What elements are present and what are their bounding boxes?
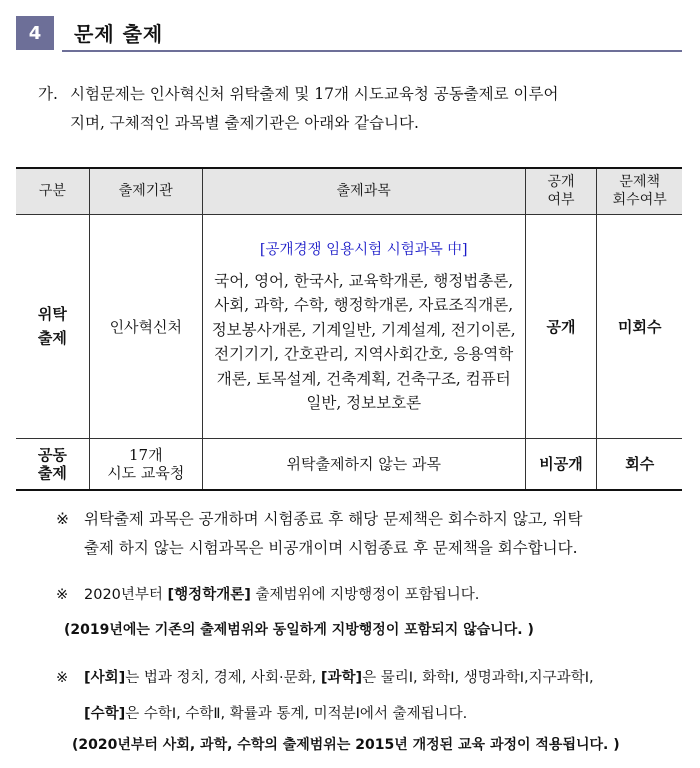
intro-text-1: 시험문제는 인사혁신처 위탁출제 및 17개 시도교육청 공동출제로 이루어 (70, 85, 559, 103)
note3-bold-science: [과학] (320, 670, 363, 686)
section-header (16, 14, 682, 54)
exam-source-table (16, 167, 682, 491)
row1-return: 미회수 (597, 214, 682, 438)
row1-org: 인사혁신처 (89, 214, 202, 438)
row2-gubun-l1: 공동 (37, 445, 67, 464)
intro-paragraph (38, 80, 688, 138)
row1-gubun-l2: 출제 (37, 329, 67, 347)
note3-text-3: 은 수학Ⅰ, 수학Ⅱ, 확률과 통계, 미적분Ⅰ에서 출제됩니다. (125, 706, 468, 722)
section-number-badge: 4 (16, 16, 54, 50)
row2-org (89, 438, 202, 490)
note3-bold-math: [수학] (84, 706, 126, 722)
header-return-l1: 문제책 (619, 174, 660, 191)
note2-post: 출제범위에 지방행정이 포함됩니다. (255, 587, 480, 603)
row1-open: 공개 (525, 214, 597, 438)
row2-return: 회수 (597, 438, 682, 490)
table-header-row (16, 168, 682, 214)
row1-gubun-l1: 위탁 (37, 305, 67, 323)
note3-subtext: (2020년부터 사회, 과학, 수학의 출제범위는 2015년 개정된 교육 과정이 적용됩니다. ) (72, 737, 620, 753)
intro-line-2: 지며, 구체적인 과목별 출제기관은 아래와 같습니다. (70, 114, 419, 132)
row1-subjects-heading: [공개경쟁 임용시험 시험과목 中] (259, 242, 468, 259)
header-org: 출제기관 (89, 168, 202, 214)
header-gubun: 구분 (16, 168, 89, 214)
note3-text-2: 은 물리Ⅰ, 화학Ⅰ, 생명과학Ⅰ,지구과학Ⅰ, (362, 670, 594, 686)
row1-gubun (16, 214, 89, 438)
note2-subtext: (2019년에는 기존의 출제범위와 동일하게 지방행정이 포함되지 않습니다. ) (64, 622, 534, 638)
note2-bold: [행정학개론] (167, 587, 251, 603)
note2-pre: 2020년부터 (84, 587, 163, 603)
row2-gubun-l2: 출제 (37, 463, 67, 482)
section-title: 문제 출제 (74, 22, 164, 46)
note2-mark: ※ (56, 587, 69, 603)
row2-org-l1: 17개 (129, 445, 163, 464)
note1-text-1: 위탁출제 과목은 공개하며 시험종료 후 해당 문제책은 회수하지 않고, 위탁 (84, 510, 583, 528)
note3-line-2 (56, 696, 688, 732)
note-public-admin (56, 583, 479, 604)
note3-bold-social: [사회] (84, 670, 126, 686)
note3-text-1: 는 법과 정치, 경제, 사회·문화, (125, 670, 317, 686)
note3-mark: ※ (56, 670, 69, 686)
title-underline (62, 50, 682, 52)
table-row (16, 438, 682, 490)
note-subject-scope (56, 660, 688, 732)
row2-open: 비공개 (525, 438, 597, 490)
note3-line-1 (56, 660, 688, 696)
intro-line-1 (38, 80, 688, 109)
row2-subjects: 위탁출제하지 않는 과목 (202, 438, 525, 490)
note-retrieval (56, 505, 688, 563)
intro-marker: 가. (38, 85, 58, 103)
header-open-l2: 여부 (547, 192, 575, 209)
note1-line-1 (56, 505, 688, 534)
row1-subjects (202, 214, 525, 438)
header-open-l1: 공개 (547, 174, 575, 191)
table-row (16, 214, 682, 438)
header-return (597, 168, 682, 214)
header-return-l2: 회수여부 (612, 192, 667, 209)
row2-org-l2: 시도 교육청 (107, 463, 185, 482)
note1-line-2: 출제 하지 않는 시험과목은 비공개이며 시험종료 후 문제책을 회수합니다. (84, 539, 578, 557)
note1-mark: ※ (56, 510, 69, 528)
row2-gubun (16, 438, 89, 490)
row1-subjects-list: 국어, 영어, 한국사, 교육학개론, 행정법총론, 사회, 과학, 수학, 행정학개론, 자료조직개론, 정보봉사개론, 기계일반, 기계설계, 전기이론, 전기기기, 간호관리, 지역사회간호, 응용역학개론, 토목설계, 건축계획, 건축구조, 컴퓨터 일반, 정보보호론 (211, 271, 516, 413)
header-open (525, 168, 597, 214)
header-subjects: 출제과목 (202, 168, 525, 214)
